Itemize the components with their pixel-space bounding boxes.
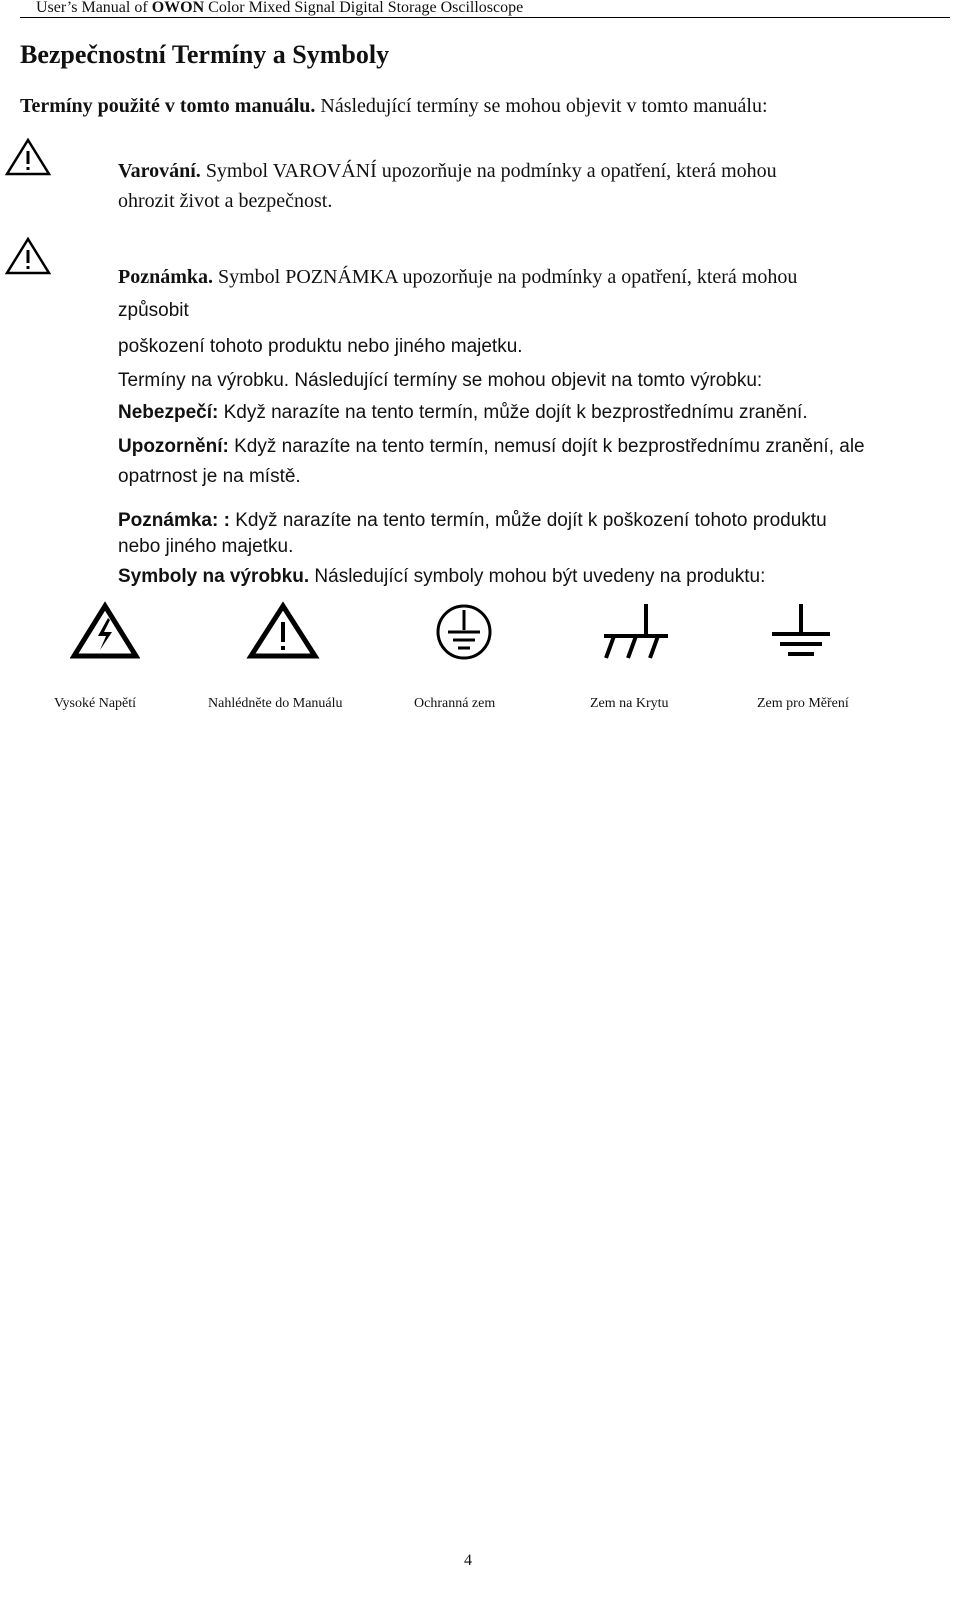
caution-icon <box>4 236 52 276</box>
note2-line2: nebo jiného majetku. <box>118 536 294 557</box>
refer-manual-icon <box>245 600 321 664</box>
note-bold: Poznámka. <box>118 266 213 288</box>
intro-text: Následující termíny se mohou objevit v tomto manuálu: <box>315 95 768 117</box>
product-terms-text: Následující termíny se mohou objevit na tomto výrobku: <box>289 370 763 391</box>
note-paragraph <box>118 262 797 292</box>
caption-chassis-ground: Zem na Krytu <box>590 696 669 711</box>
danger-bold: Nebezpečí: <box>118 402 219 423</box>
protective-ground-icon <box>432 600 496 664</box>
warning-icon <box>4 137 52 177</box>
page-number: 4 <box>464 1552 472 1569</box>
page-header <box>20 0 950 18</box>
product-symbols-text: Následující symboly mohou být uvedeny na produktu: <box>309 566 766 587</box>
warning-line1: Symbol VAROVÁNÍ upozorňuje na podmínky a opatření, která mohou <box>200 160 777 182</box>
caution-line2: opatrnost je na místě. <box>118 466 301 487</box>
note2-bold: Poznámka: : <box>118 510 230 531</box>
caption-measurement-ground: Zem pro Měření <box>757 696 849 711</box>
note2-paragraph <box>118 508 827 560</box>
product-terms-label: Termíny na výrobku. <box>118 370 290 391</box>
caption-high-voltage: Vysoké Napětí <box>54 696 137 711</box>
header-prefix: User’s Manual of <box>36 0 152 16</box>
intro-bold: Termíny použité v tomto manuálu. <box>20 95 316 117</box>
note2-line1: Když narazíte na tento termín, může dojít k poškození tohoto produktu <box>229 510 827 531</box>
product-terms-paragraph <box>118 366 762 396</box>
warning-line2: ohrozit život a bezpečnost. <box>118 190 333 212</box>
chassis-ground-icon <box>598 600 674 664</box>
note-line2: způsobit <box>118 300 189 321</box>
product-symbols-bold: Symboly na výrobku. <box>118 566 310 587</box>
header-suffix: Color Mixed Signal Digital Storage Oscilloscope <box>204 0 524 16</box>
caution-line1: Když narazíte na tento termín, nemusí dojít k bezprostřednímu zranění, ale <box>228 436 865 457</box>
note-line3: poškození tohoto produktu nebo jiného majetku. <box>118 336 523 357</box>
caption-refer-manual: Nahlédněte do Manuálu <box>208 696 343 711</box>
high-voltage-icon <box>70 600 140 664</box>
measurement-ground-icon <box>766 600 836 664</box>
caution-paragraph <box>118 432 865 492</box>
warning-paragraph <box>118 156 777 216</box>
product-symbols-paragraph <box>118 562 765 592</box>
danger-paragraph <box>118 398 808 428</box>
caption-protective-ground: Ochranná zem <box>414 696 496 711</box>
danger-text: Když narazíte na tento termín, může dojít k bezprostřednímu zranění. <box>218 402 808 423</box>
note-line1: Symbol POZNÁMKA upozorňuje na podmínky a opatření, která mohou <box>213 266 798 288</box>
page-title: Bezpečnostní Termíny a Symboly <box>20 40 390 69</box>
intro-paragraph <box>20 95 768 118</box>
header-brand: OWON <box>151 0 205 16</box>
caution-bold: Upozornění: <box>118 436 229 457</box>
warning-bold: Varování. <box>118 160 201 182</box>
